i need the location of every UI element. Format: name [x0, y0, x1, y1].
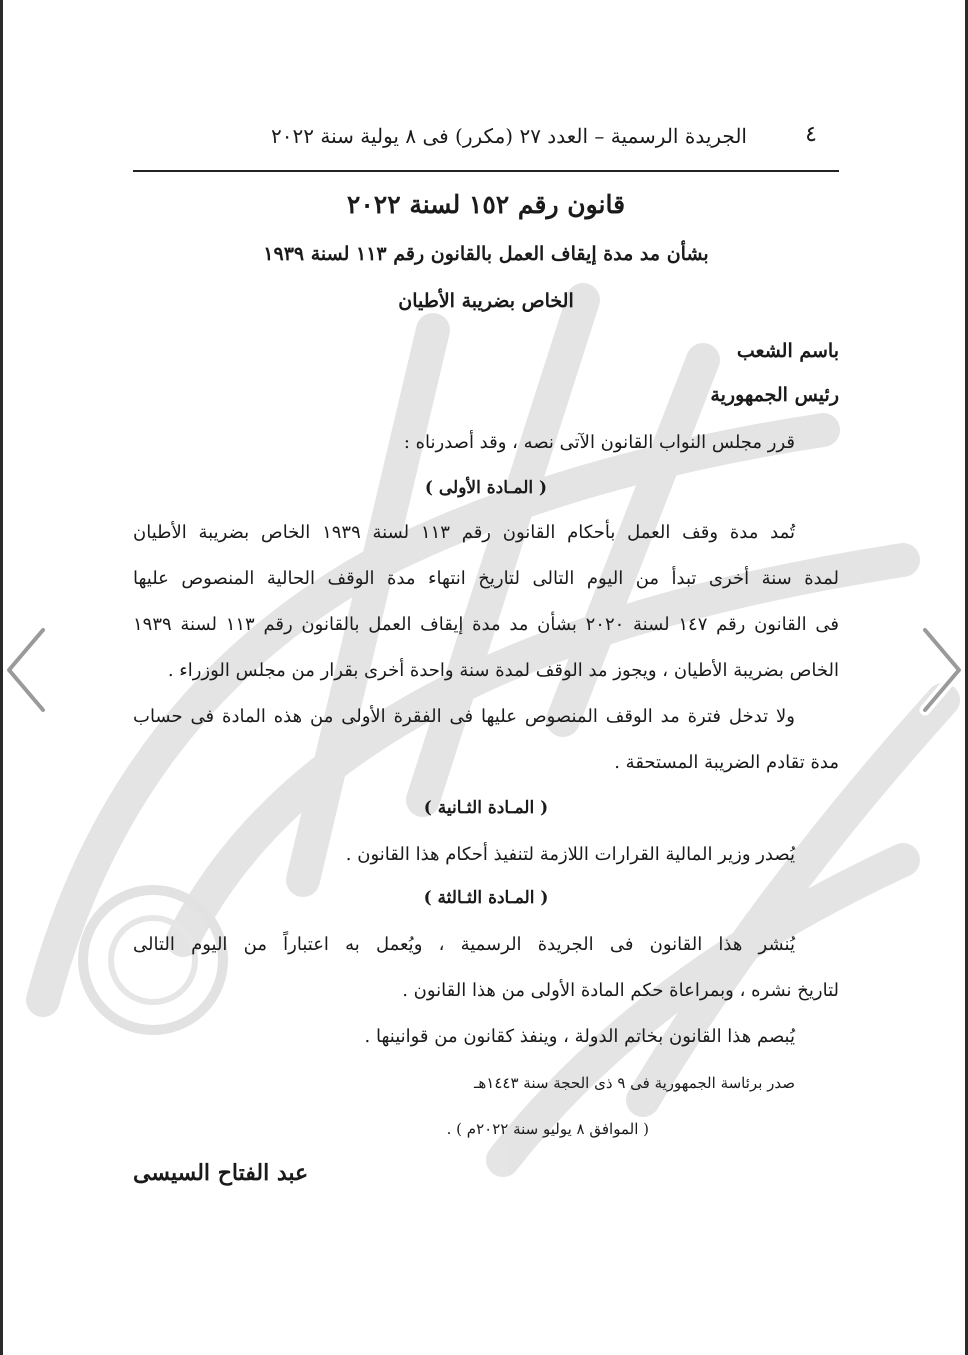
previous-page-button[interactable] — [3, 622, 53, 718]
article3-line: لتاريخ نشره ، وبمراعاة حكم المادة الأولى من هذا القانون . — [402, 980, 839, 1001]
law-subtitle-line2: الخاص بضريبة الأطيان — [398, 290, 574, 312]
document-content — [133, 0, 839, 1355]
article3-line: يُنشر هذا القانون فى الجريدة الرسمية ، ويُعمل به اعتباراً من اليوم التالى — [133, 934, 795, 955]
in-name-of-people: باسم الشعب — [736, 340, 839, 362]
chevron-right-icon — [915, 622, 965, 718]
article1-para2-line: ولا تدخل فترة مد الوقف المنصوص عليها فى الفقرة الأولى من هذه المادة فى حساب — [133, 706, 795, 727]
article3-seal-line: يُبصم هذا القانون بخاتم الدولة ، وينفذ كقانون من قوانينها . — [364, 1026, 795, 1047]
law-subtitle-line1: بشأن مد مدة إيقاف العمل بالقانون رقم ١١٣ لسنة ١٩٣٩ — [263, 243, 709, 265]
president-heading: رئيس الجمهورية — [710, 384, 839, 406]
article1-line: الخاص بضريبة الأطيان ، ويجوز مد الوقف لمدة سنة واحدة أخرى بقرار من مجلس الوزراء . — [167, 660, 839, 681]
parliament-decision: قرر مجلس النواب القانون الآتى نصه ، وقد أصدرناه : — [403, 432, 795, 453]
article3-heading: ( المـادة الثـالثة ) — [423, 888, 549, 908]
gazette-info: الجريدة الرسمية – العدد ٢٧ (مكرر) فى ٨ يولية سنة ٢٠٢٢ — [271, 124, 747, 148]
article1-line: فى القانون رقم ١٤٧ لسنة ٢٠٢٠ بشأن مد مدة إيقاف العمل بالقانون رقم ١١٣ لسنة ١٩٣٩ — [133, 614, 839, 635]
article2-text: يُصدر وزير المالية القرارات اللازمة لتنفيذ أحكام هذا القانون . — [345, 844, 795, 865]
corresponding-date: ( الموافق ٨ يوليو سنة ٢٠٢٢م ) . — [446, 1120, 649, 1138]
chevron-left-icon — [3, 622, 53, 718]
article1-heading: ( المـادة الأولى ) — [424, 478, 548, 498]
page-number: ٤ — [805, 122, 817, 147]
next-page-button[interactable] — [915, 622, 965, 718]
law-title: قانون رقم ١٥٢ لسنة ٢٠٢٢ — [346, 190, 626, 219]
gazette-header — [133, 116, 839, 172]
article1-line: تُمد مدة وقف العمل بأحكام القانون رقم ١١٣ لسنة ١٩٣٩ الخاص بضريبة الأطيان — [133, 522, 795, 543]
article1-para2-line: مدة تقادم الضريبة المستحقة . — [614, 752, 839, 773]
president-signature: عبد الفتاح السيسى — [133, 1160, 309, 1186]
article1-line: لمدة سنة أخرى تبدأ من اليوم التالى لتاريخ انتهاء مدة الوقف الحالية المنصوص عليها — [133, 568, 839, 589]
article2-heading: ( المـادة الثـانية ) — [423, 798, 549, 818]
issued-date: صدر برئاسة الجمهورية فى ٩ ذى الحجة سنة ١٤٤٣هـ — [473, 1074, 795, 1092]
